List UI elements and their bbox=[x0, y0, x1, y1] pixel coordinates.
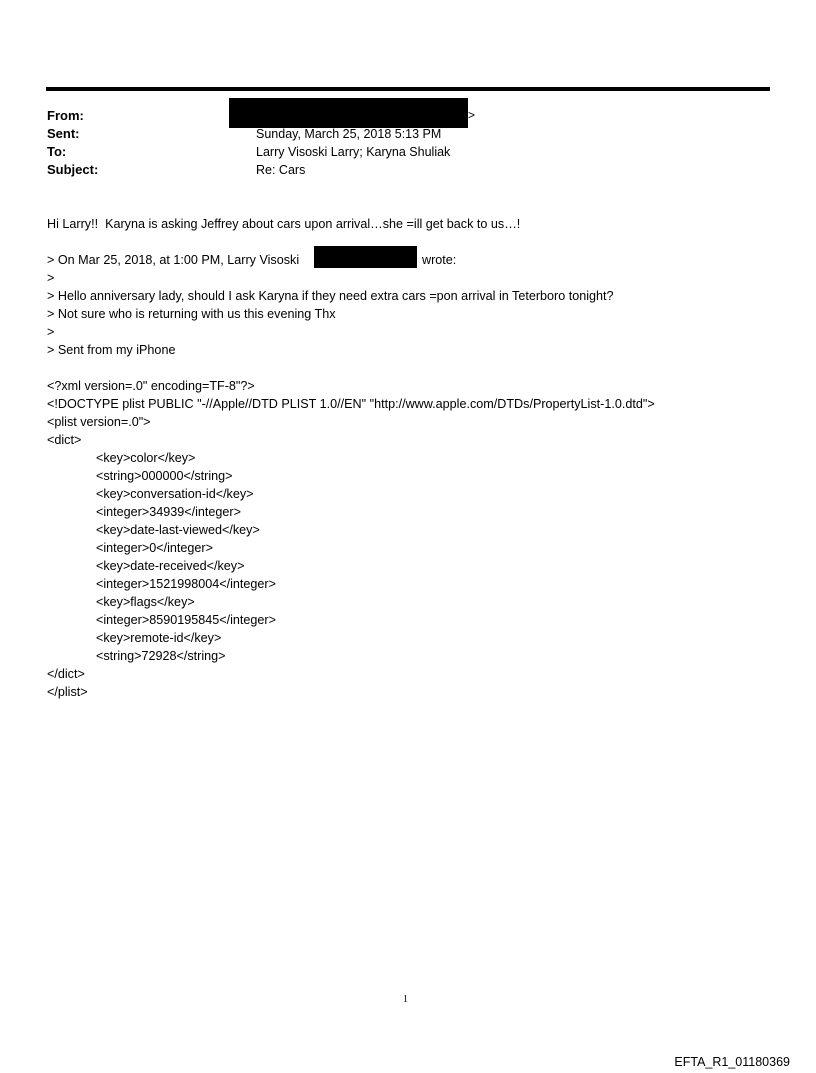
sent-label: Sent: bbox=[47, 126, 80, 141]
quote-intro-after: wrote: bbox=[422, 253, 457, 267]
redaction-box bbox=[229, 98, 468, 128]
plist-entry: <string>000000</string> bbox=[96, 469, 233, 483]
quote-intro-before: > On Mar 25, 2018, at 1:00 PM, Larry Visoski bbox=[47, 253, 300, 267]
plist-entry: <key>conversation-id</key> bbox=[96, 487, 254, 501]
plist-entry: <key>date-last-viewed</key> bbox=[96, 523, 260, 537]
plist-entry: <key>color</key> bbox=[96, 451, 196, 465]
sent-value: Sunday, March 25, 2018 5:13 PM bbox=[256, 127, 442, 141]
from-suffix: > bbox=[468, 108, 476, 122]
quote-blank-line: > bbox=[47, 271, 55, 285]
redaction-box bbox=[314, 246, 417, 268]
quote-blank-line: > bbox=[47, 325, 55, 339]
subject-label: Subject: bbox=[47, 162, 99, 177]
plist-entry: <key>remote-id</key> bbox=[96, 631, 222, 645]
subject-value: Re: Cars bbox=[256, 163, 306, 177]
body-greeting: Hi Larry!! Karyna is asking Jeffrey about cars upon arrival…she =ill get back to us…! bbox=[47, 217, 521, 231]
plist-entry: <integer>8590195845</integer> bbox=[96, 613, 276, 627]
header-rule bbox=[46, 87, 770, 91]
plist-entry: <integer>1521998004</integer> bbox=[96, 577, 276, 591]
to-label: To: bbox=[47, 144, 67, 159]
plist-xml-declaration: <?xml version=.0" encoding=TF-8"?> bbox=[47, 379, 255, 393]
quote-line: > Not sure who is returning with us this evening Thx bbox=[47, 307, 336, 321]
page-number: 1 bbox=[403, 994, 408, 1005]
plist-close-tag: </plist> bbox=[47, 685, 88, 699]
dict-close-tag: </dict> bbox=[47, 667, 85, 681]
dict-open-tag: <dict> bbox=[47, 433, 82, 447]
from-label: From: bbox=[47, 108, 84, 123]
quote-signature: > Sent from my iPhone bbox=[47, 343, 176, 357]
plist-entry: <key>flags</key> bbox=[96, 595, 195, 609]
plist-entry: <string>72928</string> bbox=[96, 649, 226, 663]
plist-entry: <key>date-received</key> bbox=[96, 559, 245, 573]
plist-open-tag: <plist version=.0"> bbox=[47, 415, 151, 429]
to-value: Larry Visoski Larry; Karyna Shuliak bbox=[256, 145, 451, 159]
plist-entry: <integer>34939</integer> bbox=[96, 505, 241, 519]
plist-doctype: <!DOCTYPE plist PUBLIC "-//Apple//DTD PLIST 1.0//EN" "http://www.apple.com/DTDs/PropertyList-1.0.dtd"> bbox=[47, 397, 655, 411]
quote-line: > Hello anniversary lady, should I ask Karyna if they need extra cars =pon arrival in Teterboro tonight? bbox=[47, 289, 614, 303]
bates-number: EFTA_R1_01180369 bbox=[674, 1055, 790, 1069]
plist-entry: <integer>0</integer> bbox=[96, 541, 213, 555]
